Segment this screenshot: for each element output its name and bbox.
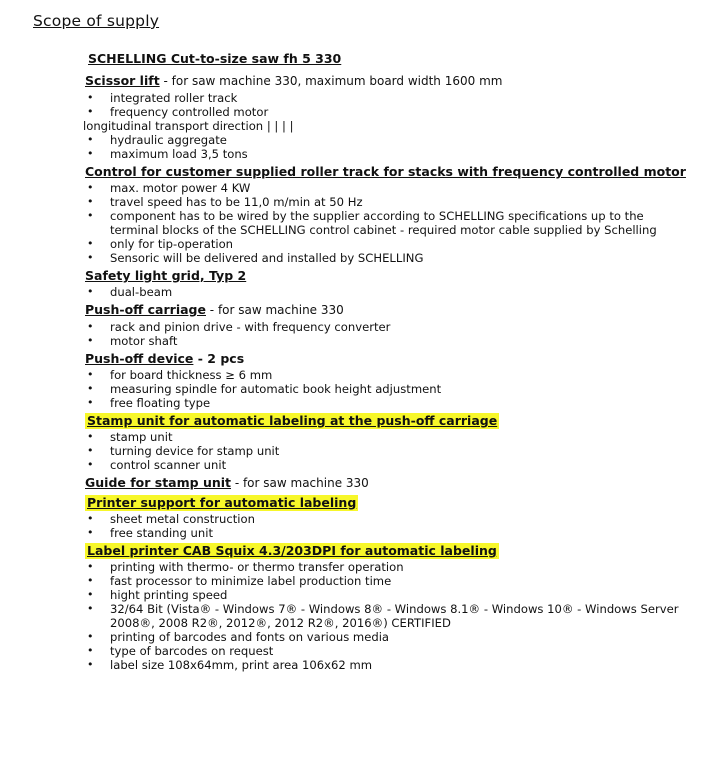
list-item: • Sensoric will be delivered and installed by SCHELLING: [85, 251, 695, 265]
list-item: • rack and pinion drive - with frequency converter: [85, 320, 695, 334]
list-item: • hight printing speed: [85, 588, 695, 602]
bullet-list: [85, 285, 695, 299]
bullet-list: [85, 560, 695, 672]
list-item: • measuring spindle for automatic book height adjustment: [85, 382, 695, 396]
list-item: • printing with thermo- or thermo transfer operation: [85, 560, 695, 574]
bullet-list: [85, 320, 695, 348]
list-item: • label size 108x64mm, print area 106x62 mm: [85, 658, 695, 672]
list-item: • 32/64 Bit (Vista® - Windows 7® - Windows 8® - Windows 8.1® - Windows 10® - Windows Server 2008®, 2008 R2®, 2012®, 2012 R2®, 2016®) CERTIFIED: [85, 602, 695, 630]
section-printer-support: [85, 494, 695, 540]
section-quantity: - 2 pcs: [193, 351, 245, 366]
section-title-highlighted: Printer support for automatic labeling: [87, 495, 357, 510]
section-title: Guide for stamp unit: [85, 475, 231, 490]
list-item: • fast processor to minimize label production time: [85, 574, 695, 588]
section-subtitle: - for saw machine 330, maximum board width 1600 mm: [159, 74, 503, 88]
list-item: • stamp unit: [85, 430, 695, 444]
scope-sections: [85, 72, 695, 674]
section-title-highlighted: Stamp unit for automatic labeling at the push-off carriage: [87, 413, 498, 428]
section-push-off-device: [85, 350, 695, 410]
section-safety-light-grid: [85, 267, 695, 299]
section-title: Control for customer supplied roller track for stacks with frequency controlled motor: [85, 164, 686, 179]
section-scissor-lift: [85, 72, 695, 161]
list-item: • integrated roller track: [85, 91, 695, 105]
list-item: • turning device for stamp unit: [85, 444, 695, 458]
list-item: • component has to be wired by the supplier according to SCHELLING specifications up to the terminal blocks of the SCHELLING control cabinet - required motor cable supplied by Schelling: [85, 209, 695, 237]
section-heading: [85, 350, 695, 367]
section-push-off-carriage: [85, 301, 695, 348]
list-item: • sheet metal construction: [85, 512, 695, 526]
list-item: • control scanner unit: [85, 458, 695, 472]
section-heading: [85, 494, 695, 511]
list-item: • maximum load 3,5 tons: [85, 147, 695, 161]
section-subtitle: - for saw machine 330: [205, 303, 344, 317]
section-heading: [85, 72, 695, 90]
section-heading: [85, 474, 695, 492]
section-heading: [85, 267, 695, 284]
list-item: • frequency controlled motor: [85, 105, 695, 119]
section-title: Scissor lift: [85, 73, 160, 88]
section-title: Safety light grid, Typ 2: [85, 268, 247, 283]
section-label-printer: [85, 542, 695, 672]
list-item: • for board thickness ≥ 6 mm: [85, 368, 695, 382]
bullet-list: [85, 512, 695, 540]
section-title-highlighted: Label printer CAB Squix 4.3/203DPI for automatic labeling: [87, 543, 497, 558]
list-item: • only for tip-operation: [85, 237, 695, 251]
list-item: • printing of barcodes and fonts on various media: [85, 630, 695, 644]
section-roller-track-control: [85, 163, 695, 265]
list-item: • dual-beam: [85, 285, 695, 299]
bullet-list: [85, 91, 695, 161]
section-heading: [85, 542, 695, 559]
list-item: • travel speed has to be 11,0 m/min at 50 Hz: [85, 195, 695, 209]
section-stamp-unit: [85, 412, 695, 472]
section-guide-stamp-unit: [85, 474, 695, 492]
document-title: SCHELLING Cut-to-size saw fh 5 330: [88, 51, 342, 66]
list-item: • type of barcodes on request: [85, 644, 695, 658]
page-title: Scope of supply: [33, 12, 160, 30]
list-item: longitudinal transport direction | | | |: [83, 119, 294, 133]
bullet-list: [85, 368, 695, 410]
section-title: Push-off carriage: [85, 302, 206, 317]
bullet-list: [85, 181, 695, 265]
section-heading: [85, 163, 695, 180]
list-item: • motor shaft: [85, 334, 695, 348]
section-heading: [85, 412, 695, 429]
list-item: • free standing unit: [85, 526, 695, 540]
bullet-list: [85, 430, 695, 472]
section-subtitle: - for saw machine 330: [231, 476, 369, 490]
section-title: Push-off device: [85, 351, 194, 366]
list-item: • free floating type: [85, 396, 695, 410]
list-item: • max. motor power 4 KW: [85, 181, 695, 195]
section-heading: [85, 301, 695, 319]
list-item: • hydraulic aggregate: [85, 133, 695, 147]
